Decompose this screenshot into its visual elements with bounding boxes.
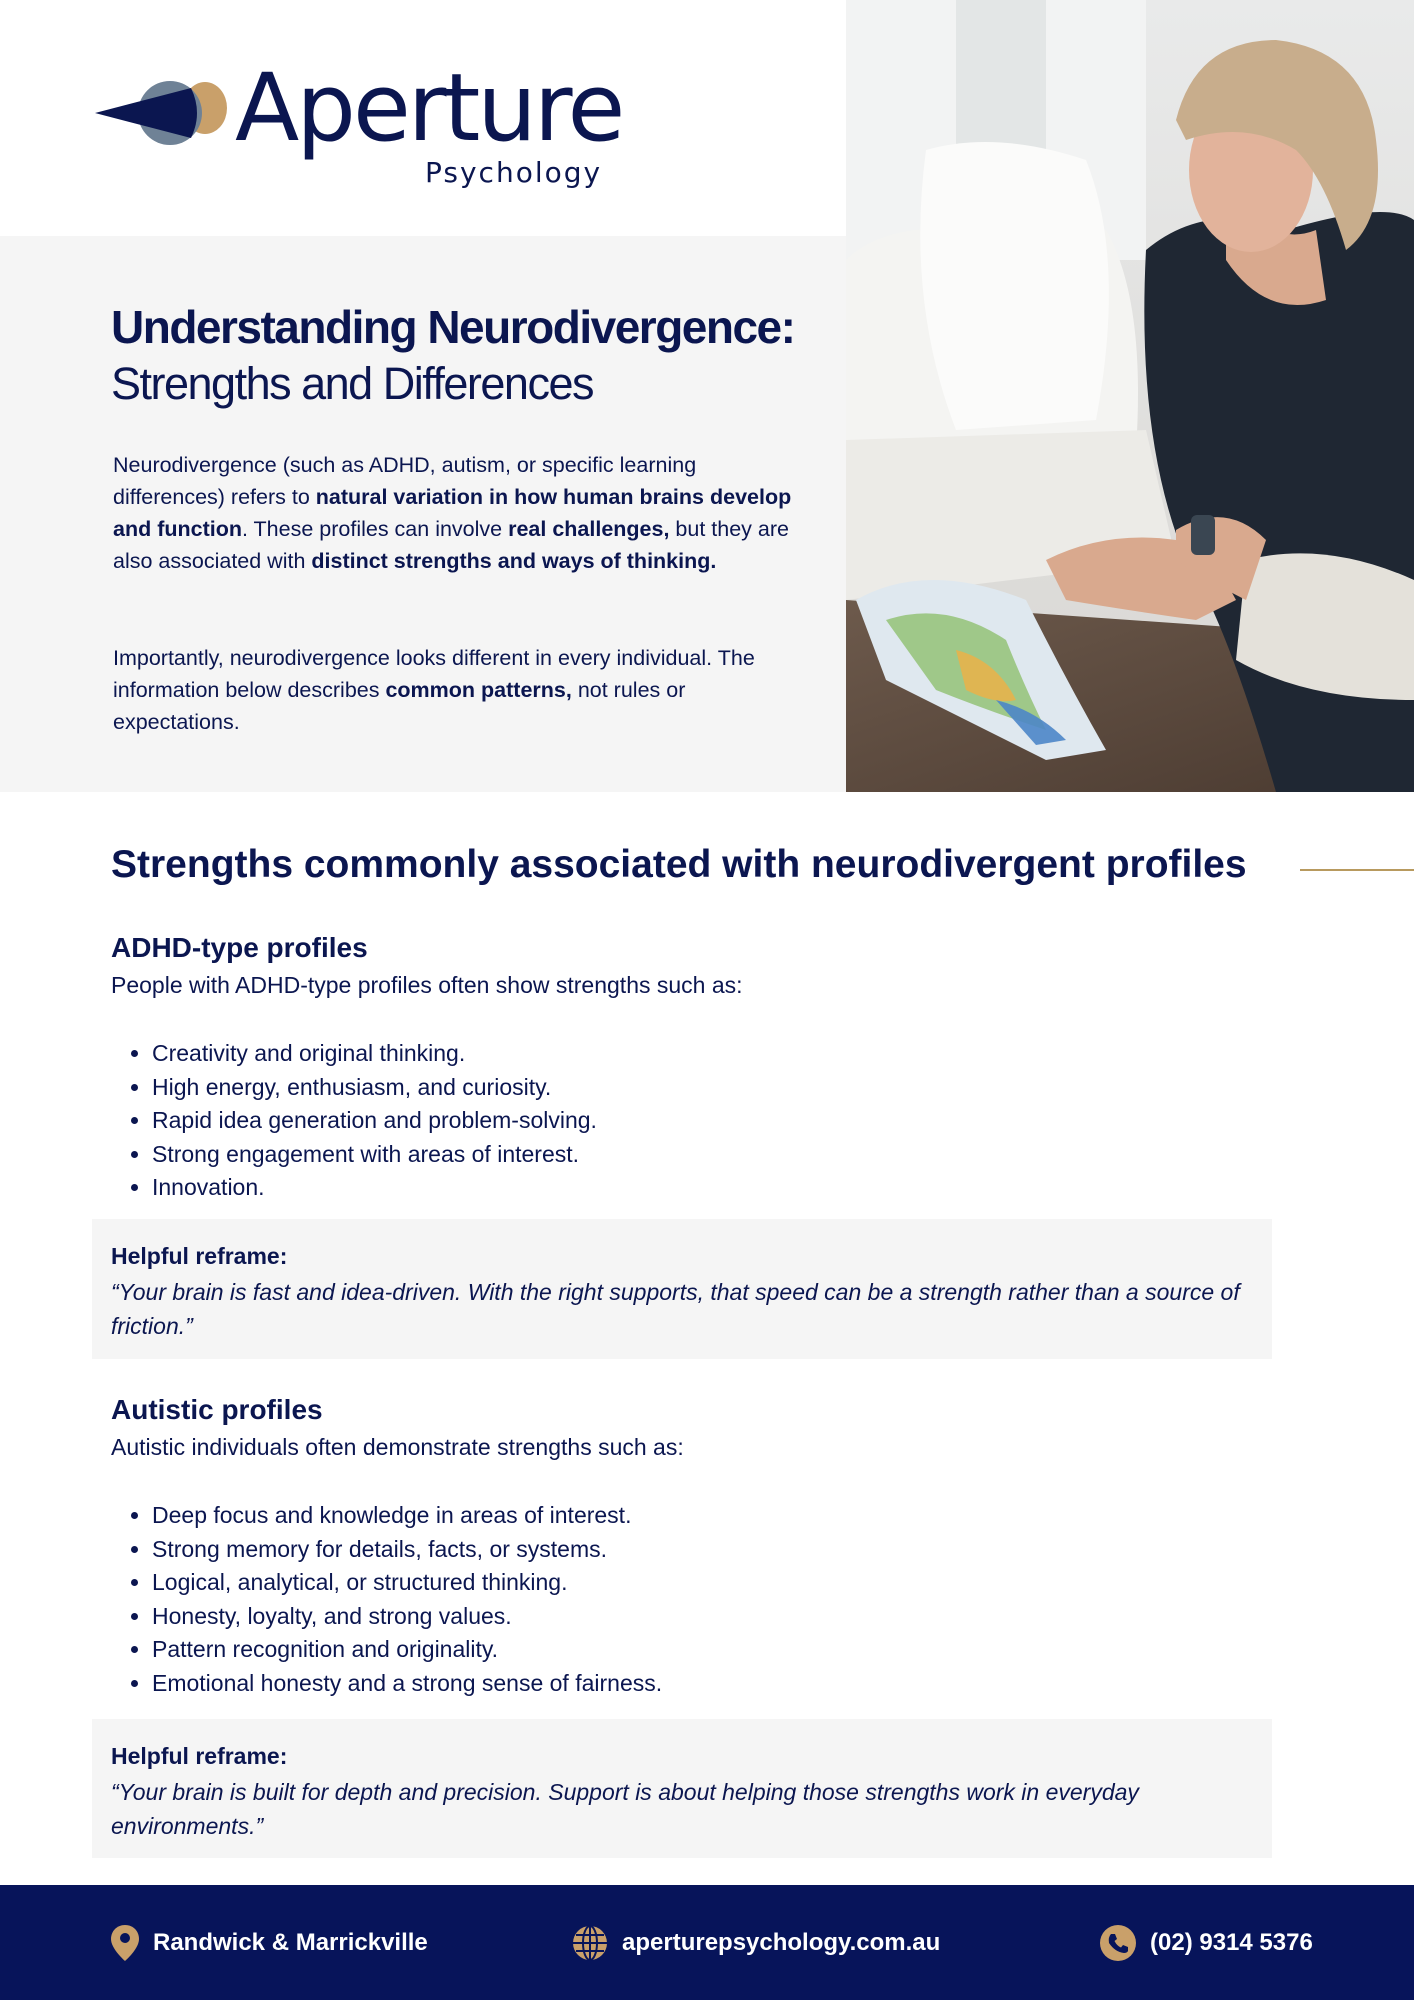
list-item: • Honesty, loyalty, and strong values. [152,1600,662,1634]
phone-number[interactable]: (02) 9314 5376 [1150,1929,1313,1956]
section-title: Strengths commonly associated with neurodivergent profiles [111,843,1247,886]
list-item: • Innovation. [152,1171,597,1205]
list-item: • Pattern recognition and originality. [152,1633,662,1667]
location-pin-icon [111,1925,139,1961]
list-item: • Strong engagement with areas of interest. [152,1138,597,1172]
list-item: • Emotional honesty and a strong sense of fairness. [152,1667,662,1701]
phone-icon [1100,1925,1136,1961]
intro-text: Importantly, neurodivergence looks different in every individual. The information below describes [113,646,755,702]
footer-phone[interactable] [1100,1923,1313,1963]
adhd-reframe-box [92,1219,1272,1359]
footer-website[interactable] [572,1923,940,1963]
footer [0,1885,1414,2000]
intro-emphasis: real challenges, [508,517,670,541]
footer-location [111,1923,428,1963]
adhd-strengths-list [120,1037,597,1205]
brand-name: Aperture [235,54,623,163]
intro-text: Neurodivergence (such as ADHD, autism, or specific learning differences) refers to [113,453,697,509]
accent-divider [1300,869,1414,871]
location-text: Randwick & Marrickville [153,1929,428,1956]
autistic-heading: Autistic profiles [111,1394,323,1425]
intro-emphasis: distinct strengths and ways of thinking. [311,549,717,573]
reframe-label: Helpful reframe: [111,1743,288,1769]
website-link[interactable]: aperturepsychology.com.au [622,1929,941,1956]
hero-photo [846,0,1414,792]
autistic-intro: Autistic individuals often demonstrate strengths such as: [111,1434,684,1460]
aperture-logo-mark-icon [95,78,235,158]
list-item: • Creativity and original thinking. [152,1037,597,1071]
intro-emphasis: common patterns, [385,678,572,702]
autistic-reframe-box [92,1719,1272,1858]
reframe-quote: “Your brain is fast and idea-driven. With the right supports, that speed can be a strength rather than a source of friction.” [111,1279,1240,1339]
brand-subtitle: Psychology [425,156,603,189]
adhd-heading: ADHD-type profiles [111,932,368,963]
globe-icon [572,1925,608,1961]
page-title: Understanding Neurodivergence: [111,301,795,353]
intro-text: . These profiles can involve [241,517,509,541]
intro-paragraph-2 [113,642,803,738]
adhd-intro: People with ADHD-type profiles often show strengths such as: [111,972,743,998]
autistic-strengths-list [120,1499,662,1700]
intro-paragraph-1 [113,449,803,577]
list-item: • Logical, analytical, or structured thinking. [152,1566,662,1600]
brand-logo [95,54,623,190]
list-item: • Rapid idea generation and problem-solving. [152,1104,597,1138]
page-subtitle: Strengths and Differences [111,358,593,409]
list-item: • High energy, enthusiasm, and curiosity. [152,1071,597,1105]
intro-text: not rules or expectations. [113,678,686,734]
intro-text: but they are also associated with [113,517,789,573]
reframe-quote: “Your brain is built for depth and precision. Support is about helping those strengths work in everyday environments.” [111,1779,1139,1839]
list-item: • Deep focus and knowledge in areas of interest. [152,1499,662,1533]
intro-emphasis: natural variation in how human brains develop and function [113,485,792,541]
reframe-label: Helpful reframe: [111,1243,288,1269]
list-item: • Strong memory for details, facts, or systems. [152,1533,662,1567]
